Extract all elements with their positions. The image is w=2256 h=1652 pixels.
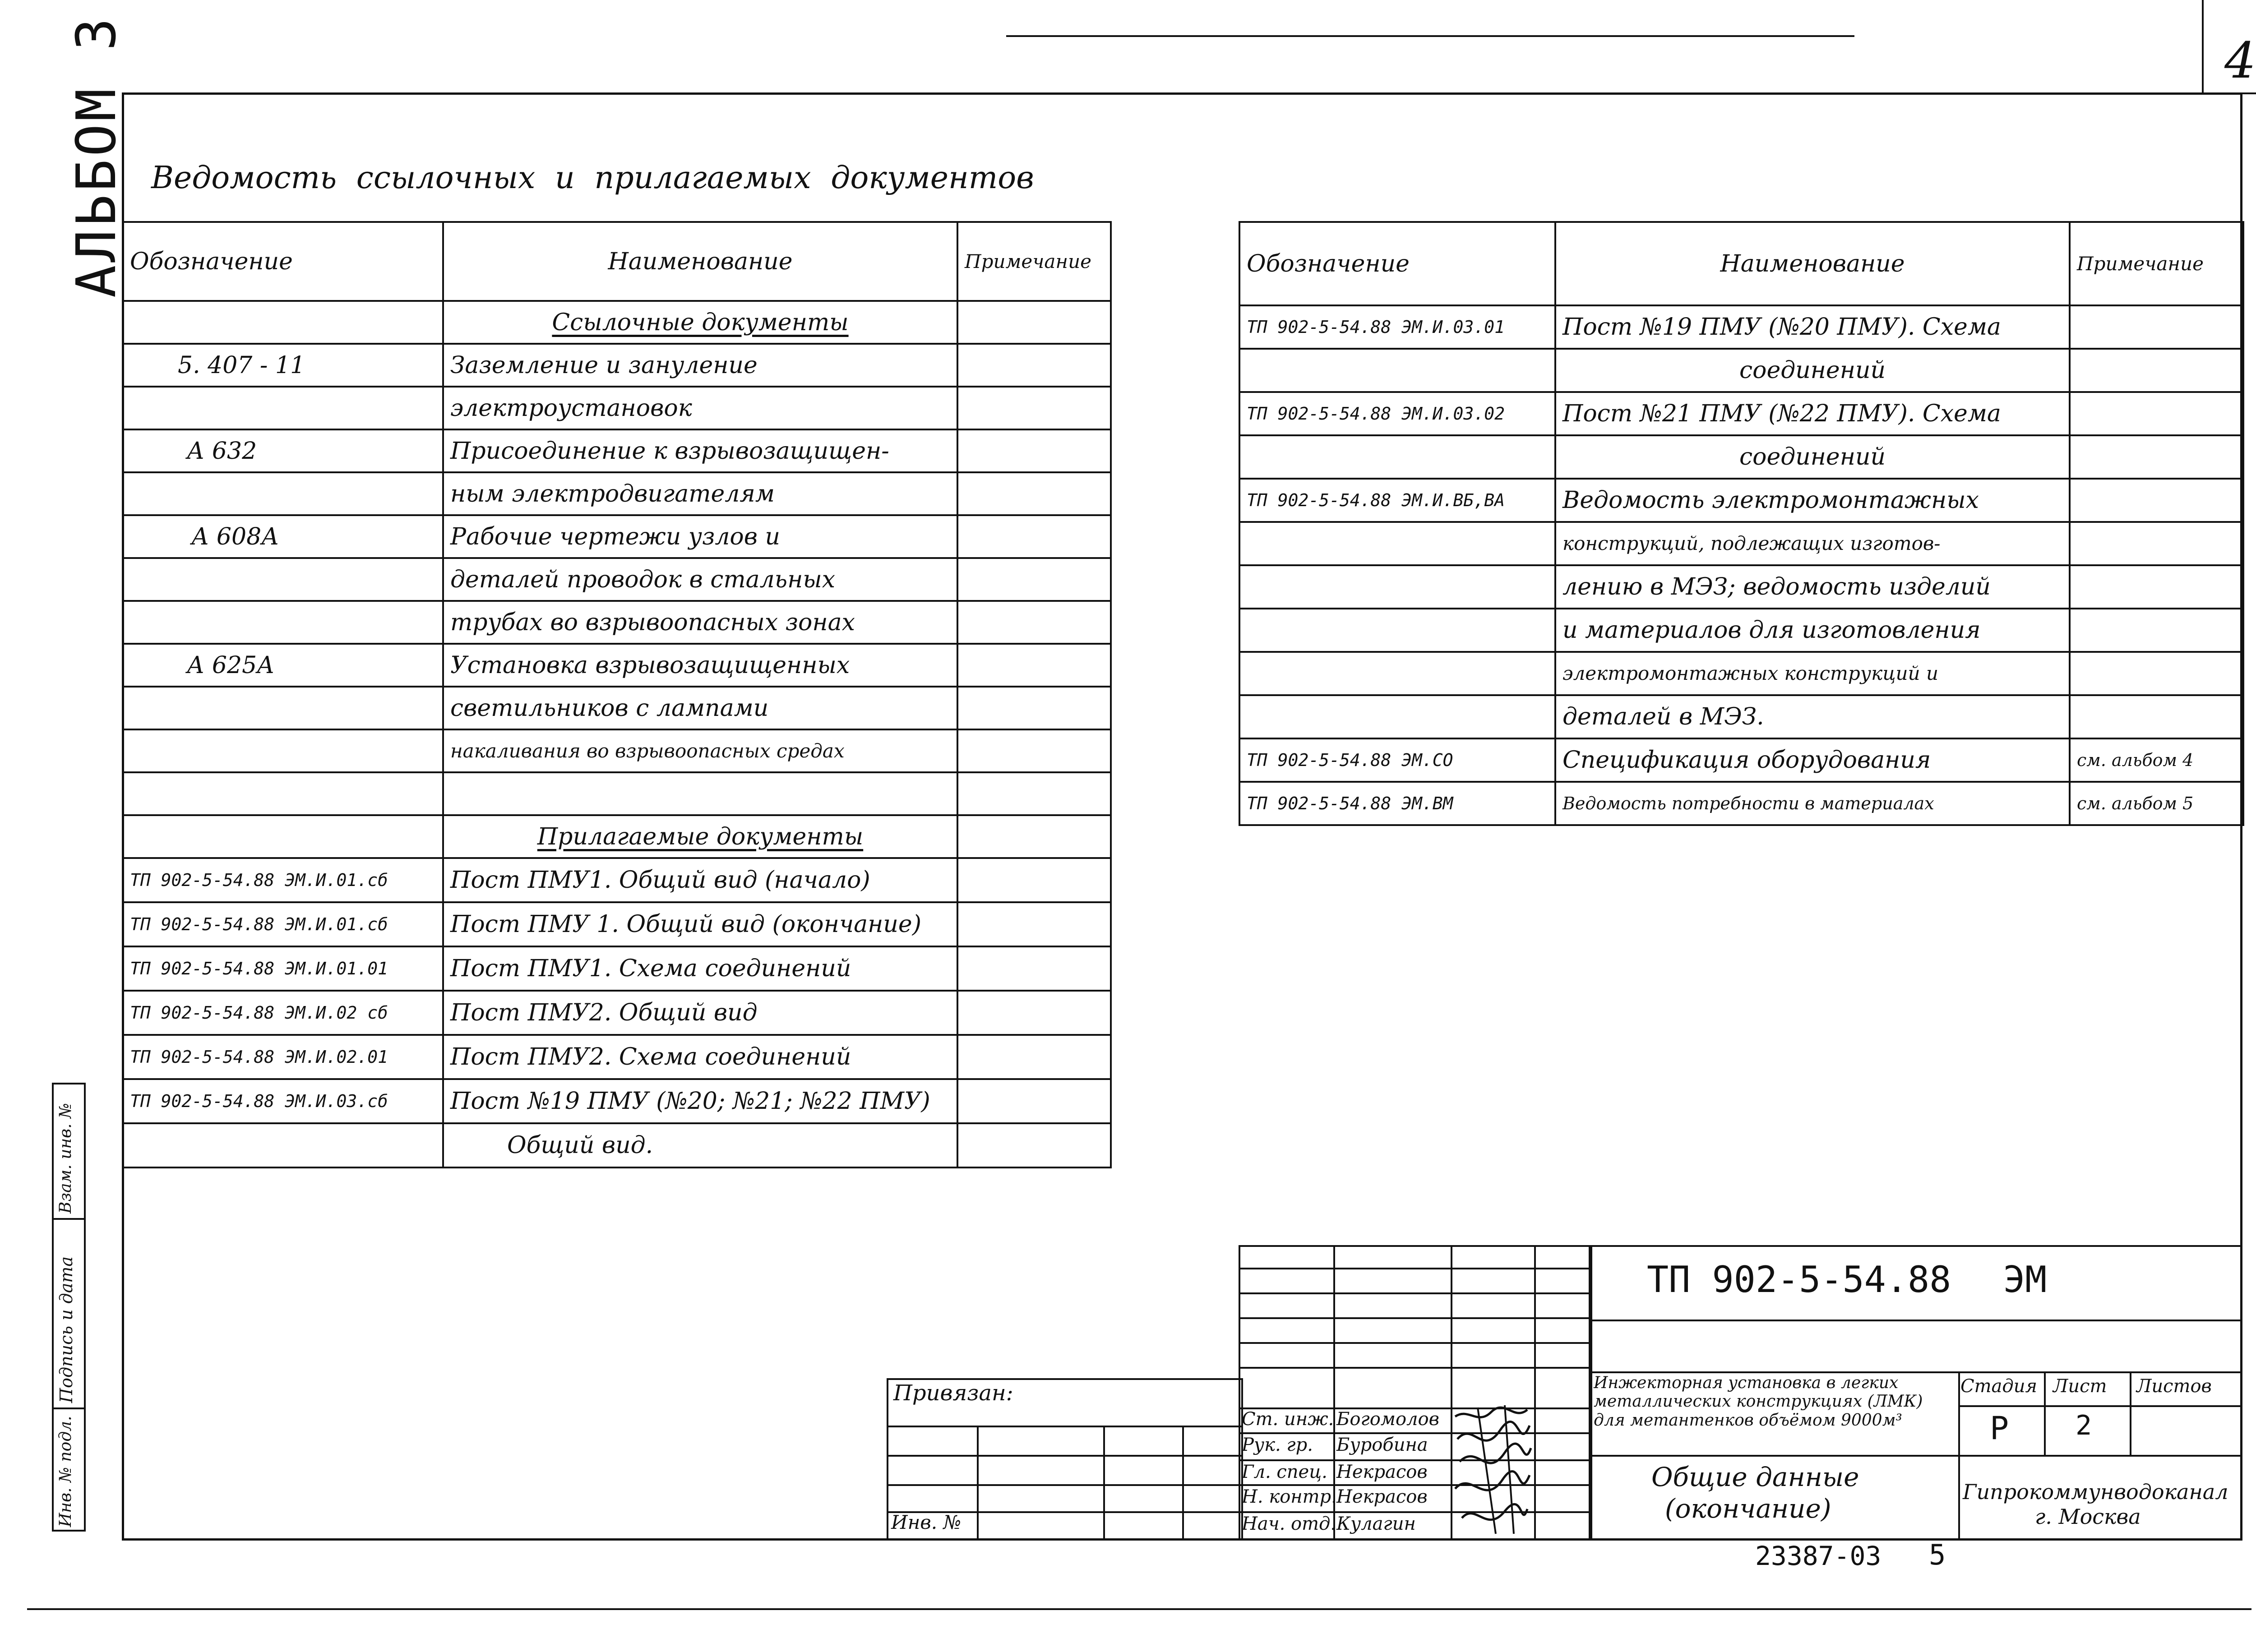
table-cell: Пост ПМУ1. Схема соединений — [443, 946, 957, 991]
table-cell — [957, 815, 1111, 858]
table-cell — [123, 729, 443, 772]
sig-name-1: Богомолов — [1336, 1409, 1439, 1430]
table-cell: Пост ПМУ2. Общий вид — [443, 991, 957, 1035]
table-cell — [957, 687, 1111, 729]
table-cell — [123, 472, 443, 515]
table-cell — [123, 687, 443, 729]
sheet-title-2: (окончание) — [1665, 1493, 1831, 1524]
table-cell — [957, 772, 1111, 815]
table-cell: соединений — [1555, 435, 2070, 479]
table-cell: трубах во взрывоопасных зонах — [443, 601, 957, 644]
table-cell — [2070, 565, 2243, 609]
table-cell: деталей в МЭЗ. — [1555, 695, 2070, 738]
table-cell — [957, 644, 1111, 687]
table-cell: 5. 407 - 11 — [123, 344, 443, 387]
referenced-documents-table — [122, 221, 1112, 1168]
album-label: АЛЬБОМ 3 — [65, 15, 128, 298]
table-cell — [1239, 695, 1555, 738]
table-cell — [2070, 392, 2243, 435]
stamp-inv-label: Инв. № подл. — [56, 1416, 75, 1527]
table-cell: деталей проводок в стальных — [443, 558, 957, 601]
table-cell: А 608А — [123, 515, 443, 558]
table-cell: Установка взрывозащищенных — [443, 644, 957, 687]
sig-role-4: Н. контр. — [1242, 1486, 1337, 1507]
table-cell: ТП 902-5-54.88 ЭМ.ВМ — [1239, 782, 1555, 825]
col-header-name: Наименование — [1555, 222, 2070, 305]
table-cell: А 625А — [123, 644, 443, 687]
document-mark: ЭМ — [2003, 1259, 2047, 1301]
table-cell: Ведомость потребности в материалах — [1555, 782, 2070, 825]
table-cell: см. альбом 4 — [2070, 738, 2243, 782]
table-cell — [123, 815, 443, 858]
table-cell — [1239, 565, 1555, 609]
col-header-note: Примечание — [957, 222, 1111, 301]
table-cell: соединений — [1555, 349, 2070, 392]
table-cell: Общий вид. — [443, 1123, 957, 1167]
sig-role-1: Ст. инж. — [1242, 1409, 1334, 1430]
organization-name: Гипрокоммунводоканал — [1963, 1480, 2228, 1504]
section-heading: Ссылочные документы — [443, 301, 957, 344]
table-cell — [123, 1123, 443, 1167]
footer-page: 5 — [1929, 1538, 1946, 1571]
table-cell: Присоединение к взрывозащищен- — [443, 429, 957, 472]
table-cell: А 632 — [123, 429, 443, 472]
table-cell: ТП 902-5-54.88 ЭМ.И.03.02 — [1239, 392, 1555, 435]
table-cell — [957, 429, 1111, 472]
table-cell — [2070, 695, 2243, 738]
table-cell: Пост №21 ПМУ (№22 ПМУ). Схема — [1555, 392, 2070, 435]
table-cell — [2070, 349, 2243, 392]
table-cell — [957, 946, 1111, 991]
binding-label: Привязан: — [893, 1380, 1013, 1406]
organization-city: г. Москва — [2035, 1504, 2141, 1529]
sheets-label: Листов — [2136, 1376, 2212, 1397]
col-header-designation: Обозначение — [1239, 222, 1555, 305]
table-cell: Спецификация оборудования — [1555, 738, 2070, 782]
table-cell: ТП 902-5-54.88 ЭМ.И.01.01 — [123, 946, 443, 991]
table-cell — [1239, 522, 1555, 565]
table-cell — [123, 558, 443, 601]
table-cell — [957, 1035, 1111, 1079]
table-cell: ТП 902-5-54.88 ЭМ.И.01.сб — [123, 902, 443, 946]
table-cell: Пост №19 ПМУ (№20 ПМУ). Схема — [1555, 305, 2070, 349]
table-cell — [957, 902, 1111, 946]
footer-number: 23387-03 — [1755, 1541, 1882, 1571]
table-cell: Заземление и зануление — [443, 344, 957, 387]
table-cell — [2070, 305, 2243, 349]
table-cell — [2070, 609, 2243, 652]
col-header-note: Примечание — [2070, 222, 2243, 305]
table-cell — [2070, 652, 2243, 695]
signature-scribbles — [1451, 1403, 1534, 1538]
col-header-designation: Обозначение — [123, 222, 443, 301]
table-cell: электроустановок — [443, 387, 957, 429]
table-cell: см. альбом 5 — [2070, 782, 2243, 825]
table-cell — [957, 1123, 1111, 1167]
table-cell — [957, 858, 1111, 902]
table-cell — [957, 387, 1111, 429]
sig-role-5: Нач. отд. — [1242, 1514, 1336, 1534]
table-cell: Пост ПМУ 1. Общий вид (окончание) — [443, 902, 957, 946]
attached-documents-table — [1239, 221, 2244, 826]
sheet-number: 4 — [2224, 32, 2256, 89]
section-heading: Прилагаемые документы — [443, 815, 957, 858]
table-cell — [957, 515, 1111, 558]
table-cell — [2070, 522, 2243, 565]
table-cell: ТП 902-5-54.88 ЭМ.И.01.сб — [123, 858, 443, 902]
table-cell — [957, 1079, 1111, 1123]
sheet-value: 2 — [2076, 1410, 2092, 1441]
document-code: ТП 902-5-54.88 — [1647, 1259, 1951, 1301]
table-cell — [123, 772, 443, 815]
table-cell: конструкций, подлежащих изготов- — [1555, 522, 2070, 565]
sig-name-3: Некрасов — [1336, 1462, 1428, 1482]
inventory-label: Инв. № — [891, 1511, 962, 1533]
table-cell: Пост ПМУ2. Схема соединений — [443, 1035, 957, 1079]
sig-name-5: Кулагин — [1336, 1514, 1416, 1534]
table-cell: ТП 902-5-54.88 ЭМ.СО — [1239, 738, 1555, 782]
sig-role-3: Гл. спец. — [1242, 1462, 1327, 1482]
table-cell: Пост ПМУ1. Общий вид (начало) — [443, 858, 957, 902]
project-title: Инжекторная установка в легких металлических конструкциях (ЛМК) для метантенков объёмом 9000м³ — [1594, 1374, 1923, 1430]
table-cell: светильников с лампами — [443, 687, 957, 729]
stage-value: Р — [1990, 1410, 2009, 1447]
table-cell: ТП 902-5-54.88 ЭМ.И.03.01 — [1239, 305, 1555, 349]
page-title: Ведомость ссылочных и прилагаемых документов — [151, 160, 1034, 196]
table-cell — [1239, 652, 1555, 695]
table-cell: ТП 902-5-54.88 ЭМ.И.02 сб — [123, 991, 443, 1035]
table-cell — [957, 301, 1111, 344]
sheet-title-1: Общие данные — [1651, 1462, 1859, 1492]
table-cell — [123, 301, 443, 344]
stage-label: Стадия — [1960, 1376, 2037, 1397]
table-cell — [1239, 609, 1555, 652]
table-cell — [2070, 479, 2243, 522]
table-cell — [123, 601, 443, 644]
table-cell — [957, 991, 1111, 1035]
table-cell: ТП 902-5-54.88 ЭМ.И.ВБ,ВА — [1239, 479, 1555, 522]
table-cell — [443, 772, 957, 815]
col-header-name: Наименование — [443, 222, 957, 301]
table-cell: лению в МЭЗ; ведомость изделий — [1555, 565, 2070, 609]
table-cell: и материалов для изготовления — [1555, 609, 2070, 652]
table-cell: ным электродвигателям — [443, 472, 957, 515]
table-cell: накаливания во взрывоопасных средах — [443, 729, 957, 772]
table-cell — [957, 729, 1111, 772]
table-cell: Пост №19 ПМУ (№20; №21; №22 ПМУ) — [443, 1079, 957, 1123]
sig-role-2: Рук. гр. — [1242, 1435, 1313, 1455]
table-cell: электромонтажных конструкций и — [1555, 652, 2070, 695]
stamp-replace-label: Взам. инв. № — [56, 1103, 75, 1214]
sig-name-2: Буробина — [1336, 1435, 1428, 1455]
table-cell: ТП 902-5-54.88 ЭМ.И.03.сб — [123, 1079, 443, 1123]
sig-name-4: Некрасов — [1336, 1486, 1428, 1507]
table-cell: ТП 902-5-54.88 ЭМ.И.02.01 — [123, 1035, 443, 1079]
sheet-label: Лист — [2053, 1376, 2107, 1397]
table-cell: Ведомость электромонтажных — [1555, 479, 2070, 522]
stamp-signature-label: Подпись и дата — [56, 1256, 76, 1403]
table-cell — [1239, 349, 1555, 392]
table-cell — [2070, 435, 2243, 479]
table-cell — [1239, 435, 1555, 479]
table-cell — [957, 344, 1111, 387]
table-cell — [957, 558, 1111, 601]
table-cell — [957, 601, 1111, 644]
table-cell — [123, 387, 443, 429]
table-cell — [957, 472, 1111, 515]
table-cell: Рабочие чертежи узлов и — [443, 515, 957, 558]
